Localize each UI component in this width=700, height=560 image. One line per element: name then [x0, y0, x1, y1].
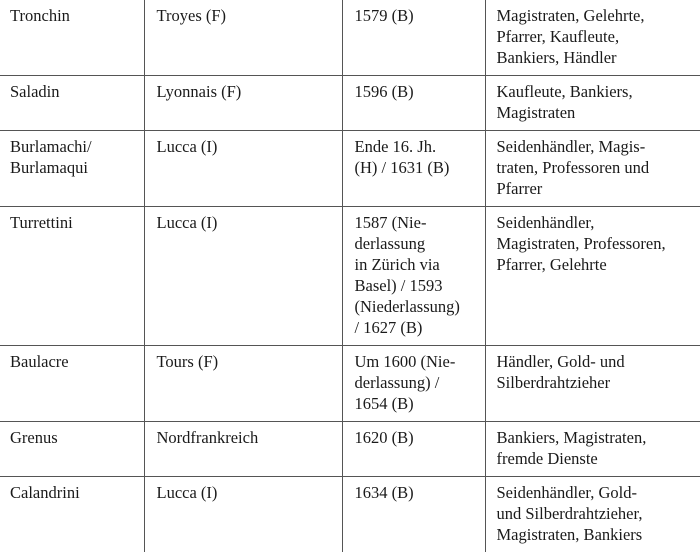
date-text-line: 1634 (B) — [354, 483, 414, 502]
date-text-line: (H) / 1631 (B) — [354, 158, 450, 177]
occupations-text-line: Magistraten — [496, 103, 576, 122]
occupations-cell — [485, 207, 700, 346]
occupations-text-line: Magistraten, Gelehrte, — [496, 6, 645, 25]
origin-text-line: Lyonnais (F) — [156, 82, 242, 101]
date-text-line: Um 1600 (Nie- — [354, 352, 456, 371]
date-cell — [342, 477, 485, 553]
family-name-cell — [0, 346, 144, 422]
occupations-text-line: Pfarrer, Kaufleute, — [496, 27, 620, 46]
origin-cell — [144, 422, 342, 477]
origin-cell — [144, 346, 342, 422]
occupations-text-line: Pfarrer — [496, 179, 543, 198]
date-cell — [342, 131, 485, 207]
date-text-line: / 1627 (B) — [354, 318, 423, 337]
date-cell — [342, 76, 485, 131]
occupations-text-line: Silberdrahtzieher — [496, 373, 611, 392]
occupations-cell — [485, 76, 700, 131]
occupations-text-line: und Silberdrahtzieher, — [496, 504, 643, 523]
occupations-text-line: Pfarrer, Gelehrte — [496, 255, 607, 274]
table-row — [0, 207, 700, 346]
origin-text-line: Nordfrankreich — [156, 428, 259, 447]
occupations-text-line: Seidenhändler, Gold- — [496, 483, 637, 502]
occupations-text-line: Bankiers, Magistraten, — [496, 428, 647, 447]
family-name-text-line: Saladin — [10, 82, 60, 101]
date-cell — [342, 0, 485, 76]
occupations-cell — [485, 346, 700, 422]
date-text-line: derlassung) / — [354, 373, 440, 392]
date-text-line: Ende 16. Jh. — [354, 137, 437, 156]
occupations-text-line: Magistraten, Professoren, — [496, 234, 666, 253]
date-cell — [342, 207, 485, 346]
family-name-text-line: Burlamachi/ — [10, 137, 92, 156]
origin-text-line: Lucca (I) — [156, 137, 218, 156]
table-row — [0, 477, 700, 553]
date-text-line: (Niederlassung) — [354, 297, 460, 316]
origin-text-line: Troyes (F) — [156, 6, 227, 25]
date-text-line: derlassung — [354, 234, 426, 253]
date-text-line: Basel) / 1593 — [354, 276, 443, 295]
table-row — [0, 131, 700, 207]
family-name-cell — [0, 207, 144, 346]
occupations-text-line: fremde Dienste — [496, 449, 598, 468]
occupations-cell — [485, 0, 700, 76]
origin-cell — [144, 76, 342, 131]
family-name-text-line: Tronchin — [10, 6, 70, 25]
date-text-line: 1579 (B) — [354, 6, 414, 25]
family-name-cell — [0, 422, 144, 477]
occupations-text-line: Magistraten, Bankiers — [496, 525, 643, 544]
origin-text-line: Tours (F) — [156, 352, 219, 371]
origin-text-line: Lucca (I) — [156, 483, 218, 502]
origin-cell — [144, 207, 342, 346]
date-cell — [342, 346, 485, 422]
table-row — [0, 346, 700, 422]
origin-cell — [144, 0, 342, 76]
origin-cell — [144, 477, 342, 553]
date-text-line: 1654 (B) — [354, 394, 414, 413]
occupations-cell — [485, 131, 700, 207]
origin-text-line: Lucca (I) — [156, 213, 218, 232]
date-text-line: 1596 (B) — [354, 82, 414, 101]
family-name-cell — [0, 477, 144, 553]
occupations-text-line: Kaufleute, Bankiers, — [496, 82, 633, 101]
family-name-text-line: Calandrini — [10, 483, 80, 502]
occupations-text-line: Händler, Gold- und — [496, 352, 625, 371]
date-text-line: 1587 (Nie- — [354, 213, 427, 232]
date-text-line: in Zürich via — [354, 255, 440, 274]
family-name-cell — [0, 131, 144, 207]
origin-cell — [144, 131, 342, 207]
occupations-text-line: Bankiers, Händler — [496, 48, 617, 67]
table-row — [0, 0, 700, 76]
occupations-text-line: Seidenhändler, — [496, 213, 595, 232]
family-name-cell — [0, 0, 144, 76]
date-text-line: 1620 (B) — [354, 428, 414, 447]
family-name-text-line: Burlamaqui — [10, 158, 88, 177]
occupations-text-line: Seidenhändler, Magis- — [496, 137, 646, 156]
table-row — [0, 422, 700, 477]
occupations-cell — [485, 422, 700, 477]
table-row — [0, 76, 700, 131]
occupations-text-line: traten, Professoren und — [496, 158, 650, 177]
family-name-text-line: Baulacre — [10, 352, 69, 371]
occupations-cell — [485, 477, 700, 553]
family-name-text-line: Grenus — [10, 428, 58, 447]
family-name-cell — [0, 76, 144, 131]
date-cell — [342, 422, 485, 477]
family-name-text-line: Turrettini — [10, 213, 73, 232]
